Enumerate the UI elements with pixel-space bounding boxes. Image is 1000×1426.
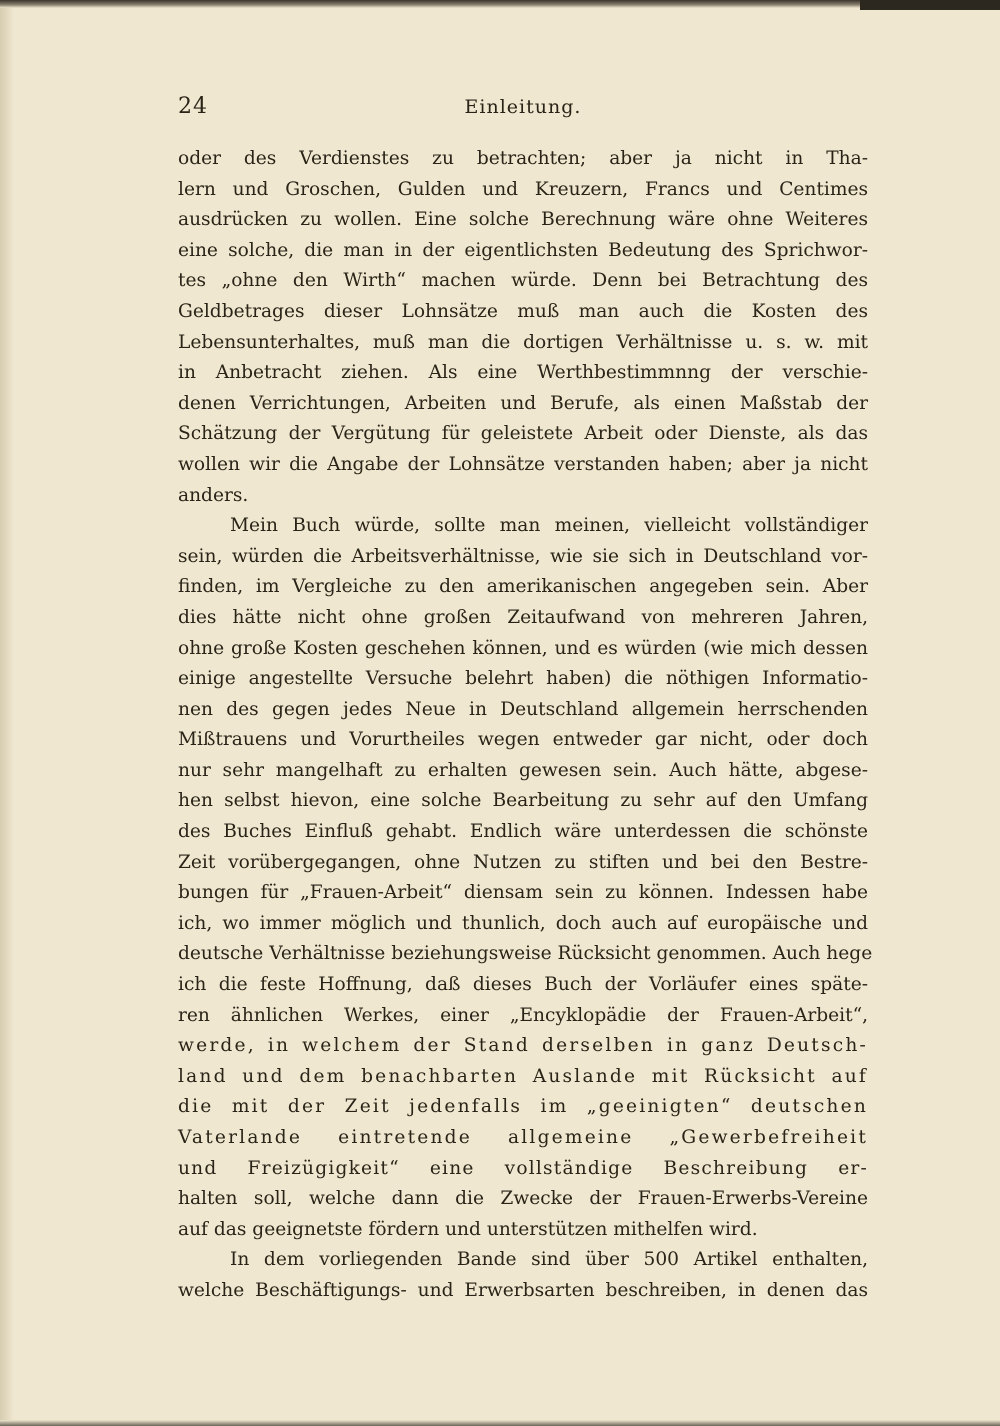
text-line: oder des Verdienstes zu betrachten; aber ja nicht in Tha- <box>178 148 868 169</box>
text-line: werde, in welchem der Stand derselben in ganz Deutsch- <box>178 1035 868 1057</box>
text-line: eine solche, die man in der eigentlichsten Bedeutung des Sprichwor- <box>178 239 868 261</box>
text-line: die mit der Zeit jedenfalls im „geeinigten“ deutschen <box>178 1096 868 1118</box>
scan-top-edge <box>0 0 1000 8</box>
text-line: ausdrücken zu wollen. Eine solche Berechnung wäre ohne Weiteres <box>178 209 868 231</box>
scan-bottom-edge <box>0 1420 1000 1426</box>
text-line: ich die feste Hoffnung, daß dieses Buch der Vorläufer eines späte- <box>178 974 868 996</box>
text-line: auf das geeignetste fördern und unterstützen mithelfen wird. <box>178 1218 758 1240</box>
body-text <box>178 144 873 1307</box>
text-line: Mein Buch würde, sollte man meinen, vielleicht vollständiger <box>230 515 868 537</box>
running-title: Einleitung. <box>464 96 582 118</box>
text-line: tes „ohne den Wirth“ machen würde. Denn bei Betrachtung des <box>178 270 868 292</box>
text-line: finden, im Vergleiche zu den amerikanischen angegeben sein. Aber <box>178 576 868 598</box>
text-line: halten soll, welche dann die Zwecke der Frauen-Erwerbs-Vereine <box>178 1188 868 1210</box>
text-line: bungen für „Frauen-Arbeit“ diensam sein zu können. Indessen habe <box>178 882 868 904</box>
text-line: sein, würden die Arbeitsverhältnisse, wie sie sich in Deutschland vor- <box>178 545 868 567</box>
text-line: denen Verrichtungen, Arbeiten und Berufe, als einen Maßstab der <box>178 392 868 414</box>
text-line: nur sehr mangelhaft zu erhalten gewesen sein. Auch hätte, abgese- <box>178 759 868 781</box>
text-line: Schätzung der Vergütung für geleistete Arbeit oder Dienste, als das <box>178 423 868 445</box>
text-line: Geldbetrages dieser Lohnsätze muß man auch die Kosten des <box>178 300 868 322</box>
text-line: dies hätte nicht ohne großen Zeitaufwand von mehreren Jahren, <box>178 606 868 628</box>
text-line: lern und Groschen, Gulden und Kreuzern, Francs und Centimes <box>178 178 868 200</box>
page-spine-shadow <box>0 0 14 1426</box>
text-line: In dem vorliegenden Bande sind über 500 Artikel enthalten, <box>230 1249 868 1271</box>
text-line: Zeit vorübergegangen, ohne Nutzen zu stiften und bei den Bestre- <box>178 851 868 873</box>
text-line: ren ähnlichen Werkes, einer „Encyklopädie der Frauen-Arbeit“, <box>178 1004 868 1026</box>
text-line: welche Beschäftigungs- und Erwerbsarten beschreiben, in denen das <box>178 1279 868 1301</box>
text-line: nen des gegen jedes Neue in Deutschland allgemein herrschenden <box>178 698 868 720</box>
text-line: Mißtrauens und Vorurtheiles wegen entweder gar nicht, oder doch <box>178 729 868 751</box>
page-header <box>178 94 868 126</box>
text-line: hen selbst hievon, eine solche Bearbeitung zu sehr auf den Umfang <box>178 790 868 812</box>
text-line: Lebensunterhaltes, muß man die dortigen Verhältnisse u. s. w. mit <box>178 331 868 353</box>
text-line: anders. <box>178 484 249 506</box>
text-line: wollen wir die Angabe der Lohnsätze verstanden haben; aber ja nicht <box>178 453 868 475</box>
text-line: einige angestellte Versuche belehrt haben) die nöthigen Informatio- <box>178 668 868 690</box>
scan-top-corner <box>860 0 1000 10</box>
text-line: in Anbetracht ziehen. Als eine Werthbestimmnng der verschie- <box>178 362 868 384</box>
page-number: 24 <box>178 94 208 119</box>
text-line: deutsche Verhältnisse beziehungsweise Rücksicht genommen. Auch hege <box>178 943 873 965</box>
text-line: ohne große Kosten geschehen können, und es würden (wie mich dessen <box>178 637 868 659</box>
text-line: Vaterlande eintretende allgemeine „Gewerbefreiheit <box>178 1127 868 1148</box>
text-line: land und dem benachbarten Auslande mit Rücksicht auf <box>178 1065 868 1087</box>
text-line: ich, wo immer möglich und thunlich, doch auch auf europäische und <box>178 912 868 934</box>
text-line: des Buches Einfluß gehabt. Endlich wäre unterdessen die schönste <box>178 821 868 843</box>
text-line: und Freizügigkeit“ eine vollständige Beschreibung er- <box>178 1157 868 1179</box>
